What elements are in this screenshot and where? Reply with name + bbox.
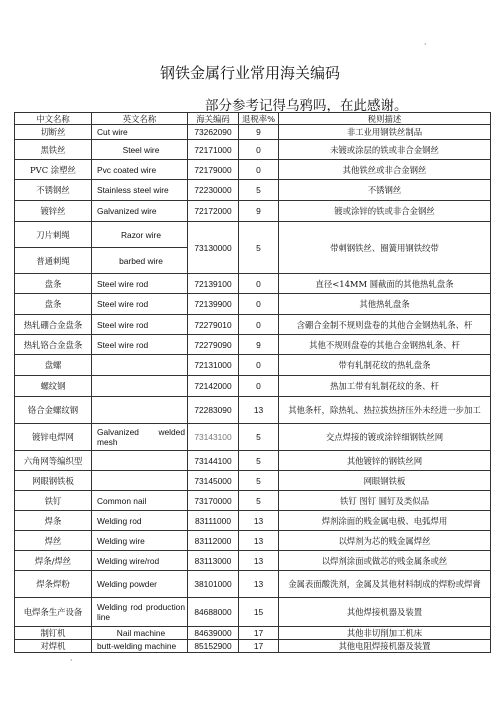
cell-chinese-name: 焊条/焊丝	[15, 551, 92, 571]
cell-customs-code: 72179000	[188, 160, 239, 180]
cell-rebate-rate: 0	[239, 315, 279, 335]
cell-english-name	[92, 355, 188, 376]
cell-rebate-rate: 17	[239, 640, 279, 653]
cell-rebate-rate: 13	[239, 397, 279, 424]
cell-rebate-rate: 0	[239, 376, 279, 397]
cell-rebate-rate: 0	[239, 294, 279, 315]
cell-description: 以焊剂涂面或做芯的贱金属条或丝	[279, 551, 491, 571]
header-tariff-description: 税则描述	[279, 113, 491, 125]
cell-customs-code: 73170000	[188, 491, 239, 511]
cell-english-name: Nail machine	[92, 627, 188, 640]
cell-english-name	[92, 451, 188, 471]
cell-customs-code: 72131000	[188, 355, 239, 376]
hs-code-table	[14, 112, 491, 653]
cell-english-name: Welding powder	[92, 571, 188, 598]
cell-rebate-rate: 9	[239, 201, 279, 222]
cell-rebate-rate: 0	[239, 274, 279, 294]
cell-rebate-rate: 5	[239, 451, 279, 471]
cell-chinese-name: 螺纹钢	[15, 376, 92, 397]
cell-chinese-name: 黑铁丝	[15, 140, 92, 160]
cell-rebate-rate: 0	[239, 140, 279, 160]
table-row	[15, 335, 491, 355]
cell-rebate-rate: 9	[239, 125, 279, 140]
cell-english-name: butt-welding machine	[92, 640, 188, 653]
cell-rebate-rate: 13	[239, 571, 279, 598]
cell-english-name: Welding rod	[92, 511, 188, 531]
table-row	[15, 125, 491, 140]
header-customs-code: 海关编码	[188, 113, 239, 125]
cell-english-name	[92, 376, 188, 397]
cell-customs-code: 72139100	[188, 274, 239, 294]
cell-chinese-name: 镀锌丝	[15, 201, 92, 222]
cell-customs-code: 72279090	[188, 335, 239, 355]
cell-english-name: Steel wire rod	[92, 315, 188, 335]
cell-english-name: Stainless steel wire	[92, 180, 188, 201]
cell-description: 直径<14MM 圆截面的其他热轧盘条	[279, 274, 491, 294]
cell-description: 带刺钢铁丝、圈簧用钢铁绞带	[279, 222, 491, 274]
header-rebate-rate: 退税率%	[239, 113, 279, 125]
cell-description: 非工业用钢铁丝制品	[279, 125, 491, 140]
cell-description: 其他镀锌的钢铁丝网	[279, 451, 491, 471]
cell-rebate-rate: 0	[239, 160, 279, 180]
table-row	[15, 491, 491, 511]
cell-chinese-name: 焊条	[15, 511, 92, 531]
cell-rebate-rate: 13	[239, 511, 279, 531]
cell-customs-code: 83112000	[188, 531, 239, 551]
cell-chinese-name: 热轧硼合金盘条	[15, 315, 92, 335]
cell-chinese-name: 热轧铬合金盘条	[15, 335, 92, 355]
cell-english-name: Cut wire	[92, 125, 188, 140]
cell-customs-code: 73144100	[188, 451, 239, 471]
cell-description: 其他电阻焊接机器及装置	[279, 640, 491, 653]
table-row	[15, 511, 491, 531]
table-row	[15, 222, 491, 248]
cell-chinese-name: 不锈钢丝	[15, 180, 92, 201]
cell-chinese-name: 焊丝	[15, 531, 92, 551]
cell-english-name: Steel wire rod	[92, 294, 188, 315]
cell-rebate-rate: 15	[239, 598, 279, 627]
table-row	[15, 598, 491, 627]
cell-description: 交点焊接的镀或涂锌细钢铁丝网	[279, 424, 491, 451]
cell-description: 不锈钢丝	[279, 180, 491, 201]
cell-english-name: Welding rod production line	[92, 598, 188, 627]
cell-description: 网眼钢铁板	[279, 471, 491, 491]
header-chinese-name: 中文名称	[15, 113, 92, 125]
header-english-name: 英文名称	[92, 113, 188, 125]
table-row	[15, 355, 491, 376]
cell-customs-code: 38101000	[188, 571, 239, 598]
cell-rebate-rate: 9	[239, 335, 279, 355]
cell-customs-code: 73130000	[188, 222, 239, 274]
cell-description: 镀或涂锌的铁或非合金钢丝	[279, 201, 491, 222]
cell-english-name: Common nail	[92, 491, 188, 511]
cell-customs-code: 73145000	[188, 471, 239, 491]
table-header-row	[15, 113, 491, 125]
cell-customs-code: 72230000	[188, 180, 239, 201]
cell-customs-code: 72279010	[188, 315, 239, 335]
table-row	[15, 140, 491, 160]
cell-customs-code: 72142000	[188, 376, 239, 397]
cell-customs-code: 72139900	[188, 294, 239, 315]
cell-english-name: Steel wire rod	[92, 335, 188, 355]
cell-rebate-rate: 5	[239, 180, 279, 201]
cell-customs-code: 83113000	[188, 551, 239, 571]
cell-description: 其他条杆，除热轧、热拉拔热挤压外未经进一步加工	[279, 397, 491, 424]
cell-customs-code: 72171000	[188, 140, 239, 160]
cell-description: 带有轧制花纹的热轧盘条	[279, 355, 491, 376]
cell-description: 其他热轧盘条	[279, 294, 491, 315]
cell-customs-code: 73143100	[188, 424, 239, 451]
scan-speck: ·	[424, 40, 427, 49]
table-row	[15, 627, 491, 640]
cell-customs-code: 72172000	[188, 201, 239, 222]
table-row	[15, 424, 491, 451]
cell-chinese-name: 对焊机	[15, 640, 92, 653]
cell-chinese-name: 网眼钢铁板	[15, 471, 92, 491]
cell-chinese-name: 电焊条生产设备	[15, 598, 92, 627]
cell-chinese-name: 盘螺	[15, 355, 92, 376]
table-row	[15, 315, 491, 335]
cell-description: 金属表面酸洗剂，金属及其他材料制成的焊粉或焊膏	[279, 571, 491, 598]
cell-rebate-rate: 13	[239, 531, 279, 551]
cell-chinese-name: 普通刺绳	[15, 248, 92, 274]
cell-english-name: Welding wire/rod	[92, 551, 188, 571]
cell-customs-code: 73262090	[188, 125, 239, 140]
cell-description: 含硼合金制不规则盘卷的其他合金钢热轧条、杆	[279, 315, 491, 335]
table-row	[15, 180, 491, 201]
table-row	[15, 451, 491, 471]
cell-rebate-rate: 5	[239, 222, 279, 274]
table-row	[15, 397, 491, 424]
cell-customs-code: 72283090	[188, 397, 239, 424]
table-row	[15, 201, 491, 222]
cell-rebate-rate: 5	[239, 424, 279, 451]
cell-rebate-rate: 17	[239, 627, 279, 640]
cell-description: 热加工带有轧制花纹的条、杆	[279, 376, 491, 397]
cell-english-name: Welding wire	[92, 531, 188, 551]
cell-chinese-name: 切断丝	[15, 125, 92, 140]
cell-description: 其他非切削加工机床	[279, 627, 491, 640]
table-row	[15, 274, 491, 294]
cell-english-name: Pvc coated wire	[92, 160, 188, 180]
cell-english-name	[92, 471, 188, 491]
cell-chinese-name: 铁钉	[15, 491, 92, 511]
table-row	[15, 294, 491, 315]
table-row	[15, 640, 491, 653]
cell-english-name: Steel wire rod	[92, 274, 188, 294]
cell-rebate-rate: 5	[239, 471, 279, 491]
cell-description: 其他焊接机器及装置	[279, 598, 491, 627]
cell-customs-code: 85152900	[188, 640, 239, 653]
cell-description: 焊剂涂面的贱金属电极、电弧焊用	[279, 511, 491, 531]
cell-description: 铁钉 图钉 圆钉及类似品	[279, 491, 491, 511]
cell-description: 以焊剂为芯的贱金属焊丝	[279, 531, 491, 551]
table-row	[15, 531, 491, 551]
cell-description: 未镀或涂层的铁或非合金钢丝	[279, 140, 491, 160]
document-title: 钢铁金属行业常用海关编码	[159, 64, 340, 82]
cell-chinese-name: 铬合金螺纹钢	[15, 397, 92, 424]
cell-rebate-rate: 13	[239, 551, 279, 571]
cell-description: 其他铁丝或非合金钢丝	[279, 160, 491, 180]
cell-chinese-name: 盘条	[15, 294, 92, 315]
cell-rebate-rate: 0	[239, 355, 279, 376]
table-row	[15, 376, 491, 397]
cell-rebate-rate: 5	[239, 491, 279, 511]
cell-customs-code: 84688000	[188, 598, 239, 627]
table-row	[15, 160, 491, 180]
cell-english-name: Galvanized wire	[92, 201, 188, 222]
cell-customs-code: 84639000	[188, 627, 239, 640]
cell-english-name: barbed wire	[92, 248, 188, 274]
document-subtitle: 部分参考记得乌鸦吗，在此感谢。	[205, 98, 408, 114]
cell-english-name: Razor wire	[92, 222, 188, 248]
cell-chinese-name: PVC 涂塑丝	[15, 160, 92, 180]
cell-english-name: Galvanized welded mesh	[92, 424, 188, 451]
cell-chinese-name: 盘条	[15, 274, 92, 294]
cell-english-name	[92, 397, 188, 424]
cell-customs-code: 83111000	[188, 511, 239, 531]
cell-chinese-name: 镀锌电焊网	[15, 424, 92, 451]
cell-chinese-name: 六角网等编织型	[15, 451, 92, 471]
cell-english-name: Steel wire	[92, 140, 188, 160]
table-row	[15, 471, 491, 491]
cell-chinese-name: 刀片刺绳	[15, 222, 92, 248]
table-row	[15, 551, 491, 571]
cell-chinese-name: 制钉机	[15, 627, 92, 640]
cell-description: 其他不规则盘卷的其他合金钢热轧条、杆	[279, 335, 491, 355]
table-row	[15, 571, 491, 598]
scan-speck: ·	[70, 656, 73, 665]
cell-chinese-name: 焊条焊粉	[15, 571, 92, 598]
